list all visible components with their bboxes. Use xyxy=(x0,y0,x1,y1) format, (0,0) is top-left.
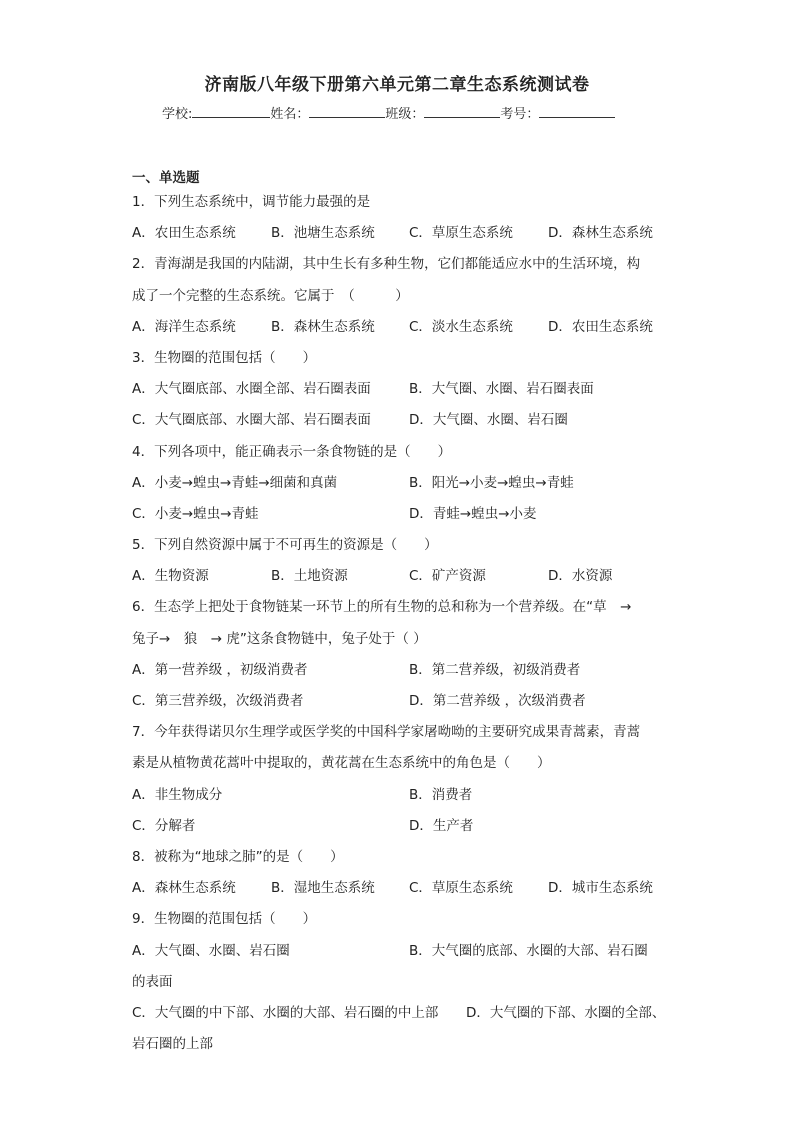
question-text: 6．生态学上把处于食物链某一环节上的所有生物的总和称为一个营养级。在“草 → xyxy=(132,599,632,616)
option-row xyxy=(132,780,672,811)
option-b: B．湿地生态系统 xyxy=(271,880,375,897)
option-b: B．大气圈、水圈、岩石圈表面 xyxy=(409,381,594,398)
option-c: C．第三营养级，次级消费者 xyxy=(132,693,304,709)
option-d: D．城市生态系统 xyxy=(548,880,653,897)
question-stem xyxy=(132,717,672,748)
question-list xyxy=(132,187,672,1060)
option-row xyxy=(132,499,672,530)
question-stem xyxy=(132,187,672,218)
question-text: 9．生物圈的范围包括（ ） xyxy=(132,911,317,928)
question-text: 8．被称为“地球之肺”的是（ ） xyxy=(132,848,344,865)
number-blank[interactable] xyxy=(539,105,615,118)
question-stem-continued xyxy=(132,624,672,655)
question-text: 成了一个完整的生态系统。它属于 （ ） xyxy=(132,287,409,304)
option-b: B．森林生态系统 xyxy=(271,318,375,335)
question-stem-continued xyxy=(132,281,672,312)
option-row xyxy=(132,686,672,717)
option-row xyxy=(132,405,672,436)
question-text: 1．下列生态系统中，调节能力最强的是 xyxy=(132,194,371,210)
option-row xyxy=(132,811,672,842)
option-a: A．大气圈、水圈、岩石圈 xyxy=(132,942,290,959)
option-a: A．非生物成分 xyxy=(132,786,223,803)
option-row xyxy=(132,655,672,686)
option-row xyxy=(132,218,672,249)
option-c: C．矿产资源 xyxy=(409,568,486,585)
question-stem xyxy=(132,842,672,873)
option-c: C．大气圈的中下部、水圈的大部、岩石圈的中上部 xyxy=(132,1004,439,1021)
option-d: D．农田生态系统 xyxy=(548,318,653,335)
class-label: 班级： xyxy=(385,107,425,122)
question-stem xyxy=(132,343,672,374)
option-d: D．水资源 xyxy=(548,568,613,585)
school-label: 学校: xyxy=(162,107,193,122)
option-d: D．青蛙→蝗虫→小麦 xyxy=(409,505,537,522)
school-blank[interactable] xyxy=(192,105,270,118)
option-row xyxy=(132,468,672,499)
option-b: B．土地资源 xyxy=(271,568,348,585)
question-text: 4．下列各项中，能正确表示一条食物链的是（ ） xyxy=(132,443,452,460)
question-text: 3．生物圈的范围包括（ ） xyxy=(132,349,317,366)
question-text: 5．下列自然资源中属于不可再生的资源是（ ） xyxy=(132,537,438,554)
page-title: 济南版八年级下册第六单元第二章生态系统测试卷 xyxy=(204,75,590,95)
option-a: A．生物资源 xyxy=(132,568,209,585)
question-stem xyxy=(132,249,672,280)
question-text: 兔子→ 狼 → 虎”这条食物链中，兔子处于（ ） xyxy=(132,630,427,647)
student-info-line xyxy=(162,103,615,122)
option-c: C．大气圈底部、水圈大部、岩石圈表面 xyxy=(132,412,371,429)
option-d-continued: 岩石圈的上部 xyxy=(132,1036,213,1053)
option-row xyxy=(132,998,672,1029)
option-c: C．淡水生态系统 xyxy=(409,318,513,335)
option-c: C．草原生态系统 xyxy=(409,880,513,897)
question-text: 2．青海湖是我国的内陆湖，其中生长有多种生物，它们都能适应水中的生活环境，构 xyxy=(132,256,641,273)
question-stem xyxy=(132,437,672,468)
option-a: A．第一营养级 ，初级消费者 xyxy=(132,661,308,678)
option-d: D．大气圈、水圈、岩石圈 xyxy=(409,412,568,429)
option-b: B．池塘生态系统 xyxy=(271,225,375,242)
option-d: D．森林生态系统 xyxy=(548,225,653,242)
option-b-continued: 的表面 xyxy=(132,973,173,990)
option-row-continued xyxy=(132,1029,672,1060)
question-stem xyxy=(132,592,672,623)
section-heading: 一、单选题 xyxy=(132,170,200,186)
option-d: D．第二营养级 ，次级消费者 xyxy=(409,693,586,709)
option-d: D．大气圈的下部、水圈的全部、 xyxy=(466,1004,666,1021)
option-a: A．小麦→蝗虫→青蛙→细菌和真菌 xyxy=(132,474,338,491)
question-stem xyxy=(132,530,672,561)
option-a: A．农田生态系统 xyxy=(132,225,236,242)
question-stem-continued xyxy=(132,748,672,779)
option-d: D．生产者 xyxy=(409,817,474,834)
option-a: A．森林生态系统 xyxy=(132,880,236,897)
option-row xyxy=(132,374,672,405)
option-row xyxy=(132,873,672,904)
option-row-continued xyxy=(132,967,672,998)
number-label: 考号： xyxy=(500,107,540,122)
option-a: A．大气圈底部、水圈全部、岩石圈表面 xyxy=(132,381,371,398)
question-text: 素是从植物黄花蒿叶中提取的，黄花蒿在生态系统中的角色是（ ） xyxy=(132,755,551,772)
option-c: C．草原生态系统 xyxy=(409,225,513,242)
option-b: B．消费者 xyxy=(409,786,473,803)
option-c: C．小麦→蝗虫→青蛙 xyxy=(132,505,259,522)
question-text: 7．今年获得诺贝尔生理学或医学奖的中国科学家屠呦呦的主要研究成果青蒿素，青蒿 xyxy=(132,724,641,741)
option-b: B．阳光→小麦→蝗虫→青蛙 xyxy=(409,474,574,491)
option-b: B．大气圈的底部、水圈的大部、岩石圈 xyxy=(409,942,648,959)
class-blank[interactable] xyxy=(424,105,500,118)
option-b: B．第二营养级，初级消费者 xyxy=(409,661,581,678)
name-label: 姓名： xyxy=(270,107,310,122)
option-row xyxy=(132,936,672,967)
option-row xyxy=(132,561,672,592)
option-row xyxy=(132,312,672,343)
option-c: C．分解者 xyxy=(132,817,196,834)
question-stem xyxy=(132,904,672,935)
option-a: A．海洋生态系统 xyxy=(132,318,236,335)
name-blank[interactable] xyxy=(309,105,385,118)
